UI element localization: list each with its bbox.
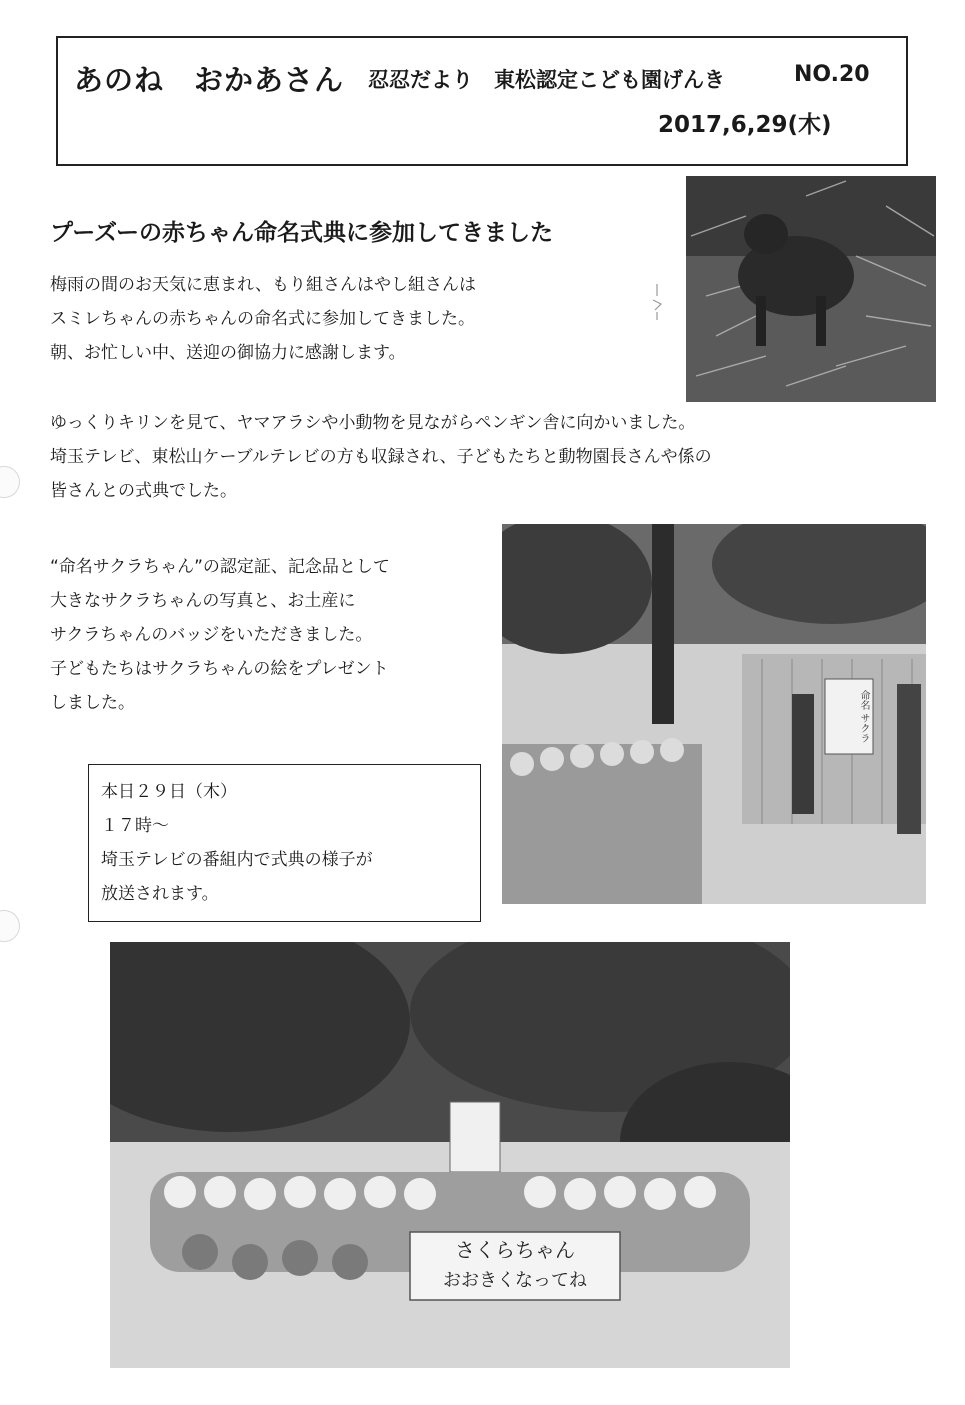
- notice-line: 埼玉テレビの番組内で式典の様子が: [101, 850, 373, 870]
- notice-line: 放送されます。: [101, 884, 219, 904]
- broadcast-notice-box: [88, 764, 481, 922]
- binder-hole: [0, 466, 20, 498]
- paragraph-line: 埼玉テレビ、東松山ケーブルテレビの方も収録され、子どもたちと動物園長さんや係の: [50, 447, 712, 467]
- paragraph-line: “命名サクラちゃん”の認定証、記念品として: [50, 557, 390, 577]
- paragraph-2: [50, 406, 712, 508]
- paragraph-line: 子どもたちはサクラちゃんの絵をプレゼント: [50, 659, 389, 679]
- paragraph-3: [50, 550, 390, 720]
- paragraph-line: 皆さんとの式典でした。: [50, 481, 237, 501]
- issue-date: 2017,6,29(木): [658, 112, 832, 138]
- pencil-mark: [650, 282, 664, 322]
- notice-line: 本日２９日（木）: [101, 782, 237, 802]
- binder-hole: [0, 910, 20, 942]
- paragraph-line: しました。: [50, 693, 135, 713]
- notice-line: １７時～: [101, 816, 169, 836]
- paragraph-line: ゆっくりキリンを見て、ヤマアラシや小動物を見ながらペンギン舎に向かいました。: [50, 413, 696, 433]
- newsletter-subtitle: 忍忍だより 東松認定こども園げんき: [368, 68, 725, 92]
- issue-number: NO.20: [794, 62, 870, 87]
- pudu-photo: [686, 176, 936, 402]
- banner-line-1: さくらちゃん: [455, 1238, 575, 1262]
- newsletter-title: あのね おかあさん: [74, 63, 345, 97]
- paragraph-line: スミレちゃんの赤ちゃんの命名式に参加してきました。: [50, 309, 475, 329]
- newsletter-header: [56, 36, 908, 166]
- paragraph-line: 朝、お忙しい中、送迎の御協力に感謝します。: [50, 343, 406, 363]
- ceremony-sign: 命名 サクラ: [858, 690, 869, 744]
- paragraph-line: サクラちゃんのバッジをいただきました。: [50, 625, 373, 645]
- paragraph-line: 大きなサクラちゃんの写真と、お土産に: [50, 591, 356, 611]
- paragraph-line: 梅雨の間のお天気に恵まれ、もり組さんはやし組さんは: [50, 275, 477, 295]
- group-photo: [110, 942, 790, 1368]
- banner-line-2: おおきくなってね: [443, 1270, 587, 1291]
- paragraph-1: [50, 268, 476, 370]
- article-title: プーズーの赤ちゃん命名式典に参加してきました: [50, 220, 554, 246]
- ceremony-photo: [502, 524, 926, 904]
